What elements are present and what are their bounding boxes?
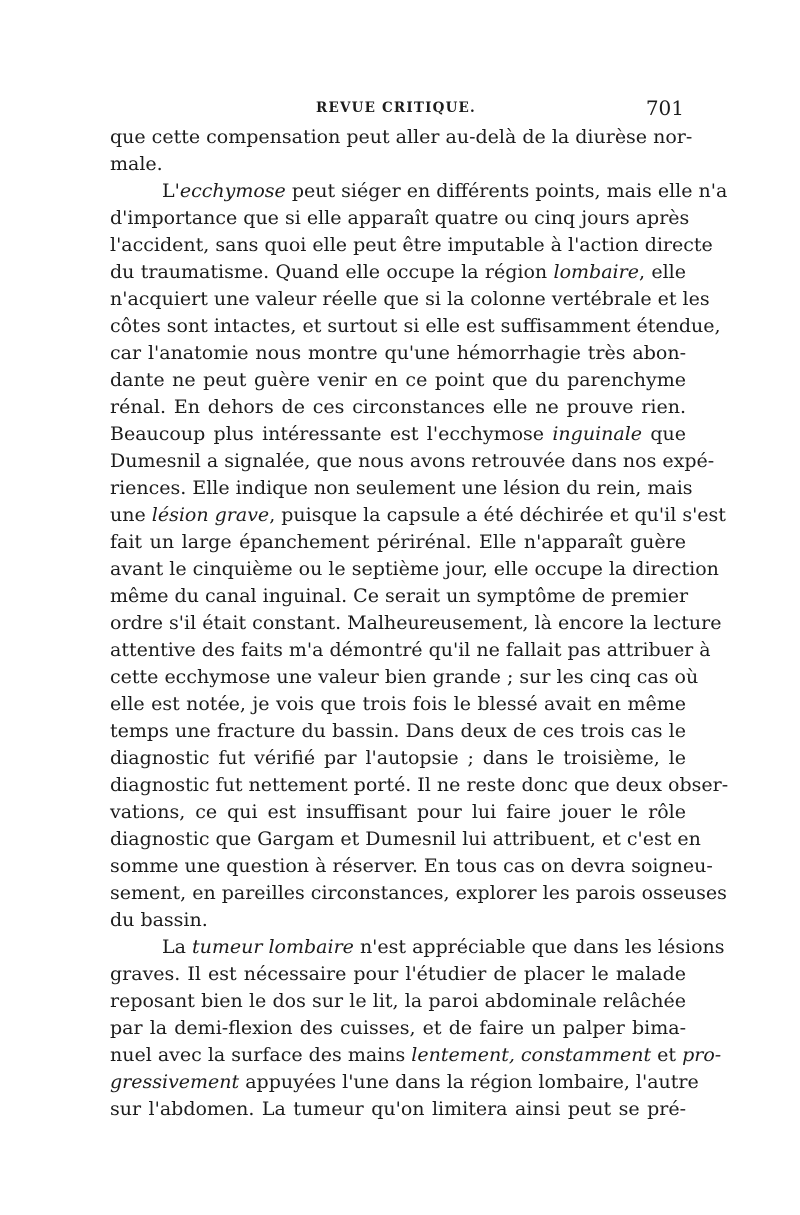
text-line: côtes sont intactes, et surtout si elle est suffisamment étendue,	[110, 315, 721, 337]
text-line	[110, 1042, 722, 1069]
italic-text: lombaire	[553, 261, 639, 283]
text-line	[110, 259, 686, 286]
text-line: male.	[110, 153, 163, 175]
text-segment: appuyées l'une dans la région lombaire, l'autre	[239, 1071, 699, 1093]
italic-text: ecchymose	[179, 180, 286, 202]
text-segment: , puisque la capsule a été déchirée et qu'il s'est	[269, 504, 726, 526]
text-segment: La	[162, 936, 192, 958]
text-line: que cette compensation peut aller au-delà de la diurèse nor-	[110, 126, 693, 148]
italic-text: gressivement	[110, 1071, 240, 1093]
text-segment: n'est appréciable que dans les lésions	[353, 936, 725, 958]
text-segment: et	[651, 1044, 683, 1066]
text-line: du bassin.	[110, 909, 208, 931]
text-line: même du canal inguinal. Ce serait un symptôme de premier	[110, 585, 689, 607]
text-line: avant le cinquième ou le septième jour, elle occupe la direction	[110, 558, 719, 580]
text-segment: nuel avec la surface des mains	[110, 1044, 412, 1066]
text-line: attentive des faits m'a démontré qu'il ne fallait pas attribuer à	[110, 639, 711, 661]
text-segment: L'	[162, 180, 180, 202]
text-line	[110, 178, 728, 205]
italic-text: lentement, constamment	[411, 1044, 652, 1066]
text-line: l'accident, sans quoi elle peut être imputable à l'action directe	[110, 234, 713, 256]
italic-text: lésion grave	[151, 504, 270, 526]
text-line	[110, 502, 726, 529]
text-line: ordre s'il était constant. Malheureusement, là encore la lecture	[110, 612, 722, 634]
text-line: fait un large épanchement périrénal. Elle n'apparaît guère	[110, 531, 686, 553]
text-line: n'acquiert une valeur réelle que si la colonne vertébrale et les	[110, 288, 710, 310]
text-line: sement, en pareilles circonstances, explorer les parois osseuses	[110, 882, 727, 904]
text-segment: du traumatisme. Quand elle occupe la région	[110, 261, 554, 283]
text-segment: peut siéger en différents points, mais elle n'a	[285, 180, 728, 202]
body-text	[110, 124, 729, 1123]
page-number: 701	[645, 96, 684, 120]
italic-text: tumeur lombaire	[191, 936, 354, 958]
text-line: Dumesnil a signalée, que nous avons retrouvée dans nos expé-	[110, 450, 715, 472]
text-line: graves. Il est nécessaire pour l'étudier de placer le malade	[110, 963, 686, 985]
text-line: elle est notée, je vois que trois fois le blessé avait en même	[110, 693, 686, 715]
text-line: somme une question à réserver. En tous cas on devra soigneu-	[110, 855, 713, 877]
text-segment: Beaucoup plus intéressante est l'ecchymose	[110, 423, 553, 445]
text-line: cette ecchymose une valeur bien grande ; sur les cinq cas où	[110, 666, 699, 688]
text-segment: une	[110, 504, 152, 526]
text-line: sur l'abdomen. La tumeur qu'on limitera ainsi peut se pré-	[110, 1098, 686, 1120]
text-line: dante ne peut guère venir en ce point que du parenchyme	[110, 369, 686, 391]
text-line: par la demi-flexion des cuisses, et de faire un palper bima-	[110, 1017, 686, 1039]
text-line: riences. Elle indique non seulement une lésion du rein, mais	[110, 477, 693, 499]
text-line: car l'anatomie nous montre qu'une hémorrhagie très abon-	[110, 342, 686, 364]
text-line: vations, ce qui est insuffisant pour lui faire jouer le rôle	[110, 801, 686, 823]
text-line	[110, 421, 686, 448]
text-segment: , elle	[638, 261, 686, 283]
text-line: diagnostic fut nettement porté. Il ne reste donc que deux obser-	[110, 774, 729, 796]
text-line: temps une fracture du bassin. Dans deux de ces trois cas le	[110, 720, 686, 742]
text-line	[110, 1069, 699, 1096]
text-line: diagnostic que Gargam et Dumesnil lui attribuent, et c'est en	[110, 828, 701, 850]
text-line: diagnostic fut vérifié par l'autopsie ; dans le troisième, le	[110, 747, 686, 769]
text-line	[110, 934, 725, 961]
running-head	[108, 96, 684, 126]
italic-text: inguinale	[552, 423, 643, 445]
text-segment: que	[642, 423, 686, 445]
italic-text: pro-	[682, 1044, 722, 1066]
running-title: REVUE CRITIQUE.	[316, 100, 476, 116]
text-line: d'importance que si elle apparaît quatre ou cinq jours après	[110, 207, 690, 229]
text-line: rénal. En dehors de ces circonstances elle ne prouve rien.	[110, 396, 686, 418]
text-line: reposant bien le dos sur le lit, la paroi abdominale relâchée	[110, 990, 686, 1012]
